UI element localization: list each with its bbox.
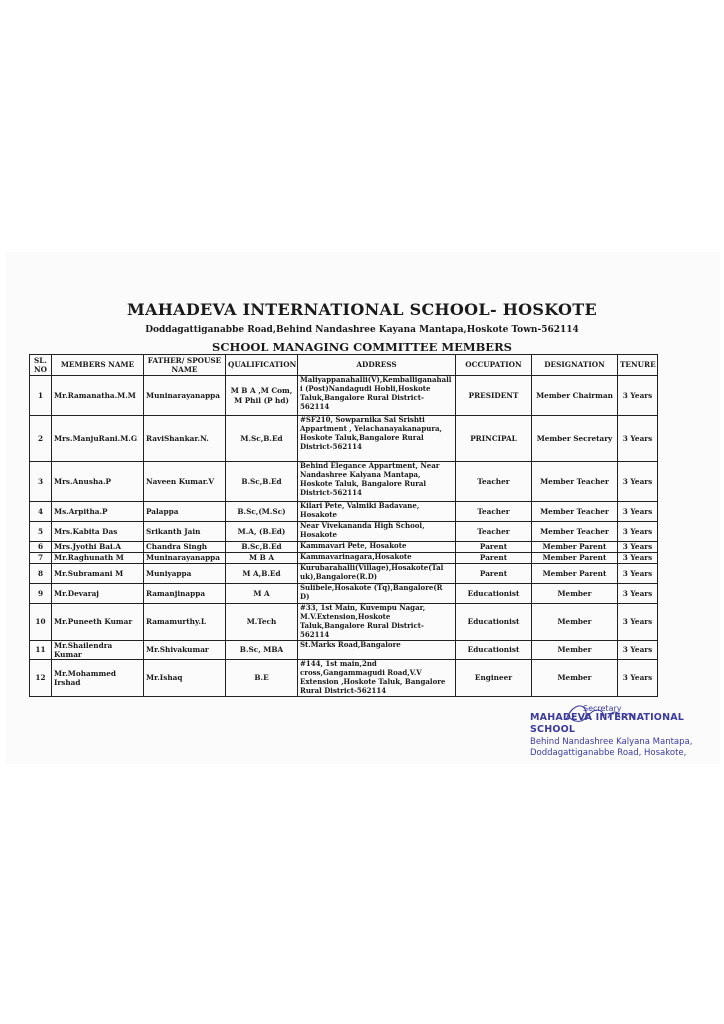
row-tenure: 3 Years	[618, 522, 658, 542]
table-row	[30, 522, 658, 542]
row-member-name: Mr.Mohammed Irshad	[52, 660, 144, 697]
row-occupation: Parent	[456, 564, 532, 584]
row-qualification: B.Sc,B.Ed	[226, 542, 298, 553]
row-occupation: Educationist	[456, 584, 532, 604]
row-address: Sulibele,Hosakote (Tq),Bangalore(R D)	[298, 584, 456, 604]
table-row	[30, 584, 658, 604]
table-header-row	[30, 355, 658, 376]
row-tenure: 3 Years	[618, 660, 658, 697]
row-occupation: Parent	[456, 553, 532, 564]
table-row	[30, 416, 658, 462]
row-sl-no: 1	[30, 376, 52, 416]
row-occupation: PRESIDENT	[456, 376, 532, 416]
row-address: St.Marks Road,Bangalore	[298, 640, 456, 659]
row-member-name: Mr.Subramani M	[52, 564, 144, 584]
col-designation: DESIGNATION	[532, 355, 618, 376]
row-father-spouse: Chandra Singh	[144, 542, 226, 553]
row-tenure: 3 Years	[618, 376, 658, 416]
row-occupation: Teacher	[456, 462, 532, 502]
school-stamp	[530, 712, 710, 759]
row-tenure: 3 Years	[618, 416, 658, 462]
row-father-spouse: Mr.Shivakumar	[144, 640, 226, 659]
stamp-secretary: Secretary	[583, 704, 622, 713]
row-sl-no: 7	[30, 553, 52, 564]
row-designation: Member Secretary	[532, 416, 618, 462]
row-designation: Member Parent	[532, 564, 618, 584]
row-sl-no: 11	[30, 640, 52, 659]
row-father-spouse: Muninarayanappa	[144, 553, 226, 564]
row-address: Kammavari Pete, Hosakote	[298, 542, 456, 553]
row-member-name: Mrs.Jyothi Bai.A	[52, 542, 144, 553]
col-members-name: MEMBERS NAME	[52, 355, 144, 376]
row-father-spouse: Ramanjinappa	[144, 584, 226, 604]
row-occupation: Educationist	[456, 640, 532, 659]
row-address: Maliyappanahalli(V),Kemballiganahall i (Post)Nandagudi Hobli,Hoskote Taluk,Bangalore Rural District-562114	[298, 376, 456, 416]
row-address: #SF210, Sowparnika Sai Srishti Appartment , Yelachanayakanapura, Hoskote Taluk,Bangalore Rural District-562114	[298, 416, 456, 462]
row-occupation: Teacher	[456, 502, 532, 522]
row-address: Kammavarinagara,Hosakote	[298, 553, 456, 564]
row-sl-no: 5	[30, 522, 52, 542]
stamp-line-2: Behind Nandashree Kalyana Mantapa,	[530, 736, 693, 747]
row-member-name: Mr.Raghunath M	[52, 553, 144, 564]
row-father-spouse: Muninarayanappa	[144, 376, 226, 416]
row-qualification: M.Sc,B.Ed	[226, 416, 298, 462]
row-father-spouse: Ramamurthy.L	[144, 604, 226, 641]
col-tenure: TENURE	[618, 355, 658, 376]
row-sl-no: 3	[30, 462, 52, 502]
committee-table	[29, 354, 658, 697]
school-address: Doddagattiganabbe Road,Behind Nandashree Kayana Mantapa,Hoskote Town-562114	[145, 325, 579, 335]
row-member-name: Ms.Arpitha.P	[52, 502, 144, 522]
stamp-line-3: Doddagattiganabbe Road, Hosakote,	[530, 747, 687, 758]
row-occupation: Teacher	[456, 522, 532, 542]
row-occupation: Parent	[456, 542, 532, 553]
table-row	[30, 542, 658, 553]
row-tenure: 3 Years	[618, 462, 658, 502]
col-address: ADDRESS	[298, 355, 456, 376]
row-qualification: B.E	[226, 660, 298, 697]
row-designation: Member Teacher	[532, 462, 618, 502]
row-designation: Member	[532, 640, 618, 659]
table-row	[30, 502, 658, 522]
row-father-spouse: Mr.Ishaq	[144, 660, 226, 697]
row-designation: Member Chairman	[532, 376, 618, 416]
row-father-spouse: RaviShankar.N.	[144, 416, 226, 462]
row-qualification: M B A	[226, 553, 298, 564]
row-designation: Member	[532, 584, 618, 604]
row-tenure: 3 Years	[618, 640, 658, 659]
row-tenure: 3 Years	[618, 584, 658, 604]
row-address: #33, 1st Main, Kuvempu Nagar, M.V.Extension,Hoskote Taluk,Bangalore Rural District-562114	[298, 604, 456, 641]
table-row	[30, 604, 658, 641]
row-father-spouse: Palappa	[144, 502, 226, 522]
row-sl-no: 2	[30, 416, 52, 462]
col-sl-no: SL. NO	[30, 355, 52, 376]
row-tenure: 3 Years	[618, 564, 658, 584]
row-address: Near Vivekananda High School, Hosakote	[298, 522, 456, 542]
row-qualification: M A	[226, 584, 298, 604]
table-row	[30, 564, 658, 584]
table-row	[30, 640, 658, 659]
row-qualification: M.A, (B.Ed)	[226, 522, 298, 542]
row-designation: Member Teacher	[532, 502, 618, 522]
row-member-name: Mr.Puneeth Kumar	[52, 604, 144, 641]
row-qualification: M B A ,M Com, M Phil (P hd)	[226, 376, 298, 416]
col-father-spouse-name: FATHER/ SPOUSE NAME	[144, 355, 226, 376]
row-occupation: Engineer	[456, 660, 532, 697]
row-sl-no: 10	[30, 604, 52, 641]
row-tenure: 3 Years	[618, 502, 658, 522]
row-member-name: Mr.Devaraj	[52, 584, 144, 604]
row-designation: Member	[532, 660, 618, 697]
row-address: Kurubarahalli(Village),Hosakote(Tal uk),Bangalore(R.D)	[298, 564, 456, 584]
table-row	[30, 462, 658, 502]
committee-heading: SCHOOL MANAGING COMMITTEE MEMBERS	[212, 340, 512, 354]
row-designation: Member Parent	[532, 553, 618, 564]
row-sl-no: 9	[30, 584, 52, 604]
row-address: Behind Elegance Appartment, Near Nandashree Kalyana Mantapa, Hoskote Taluk, Bangalore Rural District-562114	[298, 462, 456, 502]
row-qualification: B.Sc, MBA	[226, 640, 298, 659]
row-sl-no: 4	[30, 502, 52, 522]
row-designation: Member Parent	[532, 542, 618, 553]
row-occupation: Educationist	[456, 604, 532, 641]
table-row	[30, 553, 658, 564]
row-member-name: Mr.Shailendra Kumar	[52, 640, 144, 659]
row-father-spouse: Srikanth Jain	[144, 522, 226, 542]
row-designation: Member	[532, 604, 618, 641]
row-address: Kilari Pete, Valmiki Badavane, Hosakote	[298, 502, 456, 522]
row-qualification: M A,B.Ed	[226, 564, 298, 584]
row-member-name: Mr.Ramanatha.M.M	[52, 376, 144, 416]
row-father-spouse: Naveen Kumar.V	[144, 462, 226, 502]
row-address: #144, 1st main,2nd cross,Gangammagudi Road,V.V Extension ,Hoskote Taluk, Bangalore Rural District-562114	[298, 660, 456, 697]
row-occupation: PRINCIPAL	[456, 416, 532, 462]
row-sl-no: 8	[30, 564, 52, 584]
row-sl-no: 6	[30, 542, 52, 553]
row-member-name: Mrs.Kabita Das	[52, 522, 144, 542]
row-tenure: 3 Years	[618, 542, 658, 553]
school-title: MAHADEVA INTERNATIONAL SCHOOL- HOSKOTE	[126, 300, 597, 319]
row-qualification: B.Sc,(M.Sc)	[226, 502, 298, 522]
row-member-name: Mrs.ManjuRani.M.G	[52, 416, 144, 462]
row-designation: Member Teacher	[532, 522, 618, 542]
row-qualification: M.Tech	[226, 604, 298, 641]
row-member-name: Mrs.Anusha.P	[52, 462, 144, 502]
row-tenure: 3 Years	[618, 553, 658, 564]
row-sl-no: 12	[30, 660, 52, 697]
col-occupation: OCCUPATION	[456, 355, 532, 376]
row-father-spouse: Muniyappa	[144, 564, 226, 584]
table-row	[30, 376, 658, 416]
row-qualification: B.Sc,B.Ed	[226, 462, 298, 502]
col-qualification: QUALIFICATION	[226, 355, 298, 376]
stamp-line-1: MAHADEVA INTERNATIONAL SCHOOL	[530, 712, 685, 736]
table-row	[30, 660, 658, 697]
row-tenure: 3 Years	[618, 604, 658, 641]
